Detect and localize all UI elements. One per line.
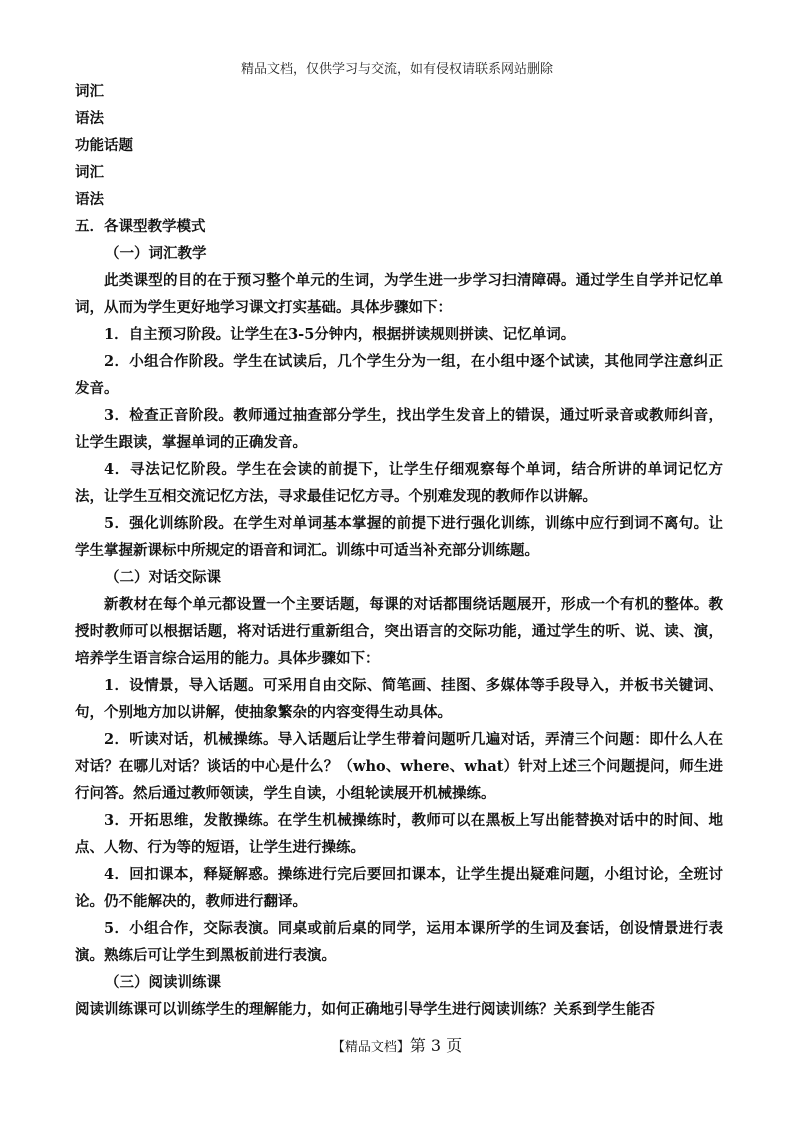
page-footer <box>0 1033 794 1056</box>
page-header: 精品文档，仅供学习与交流，如有侵权请联系网站删除 <box>240 62 553 77</box>
vocab-step-1: 1．自主预习阶段。让学生在3-5分钟内，根据拼读规则拼读、记忆单词。 <box>104 326 576 343</box>
dialog-intro: 新教材在每个单元都设置一个主要话题，每课的对话都围绕话题展开，形成一个有机的整体。教授时教师可以根据话题，将对话进行重新组合，突出语言的交际功能，通过学生的听、说、读、演，培养学生语言综合运用的能力。具体步骤如下： <box>75 596 723 667</box>
line-grammar-2: 语法 <box>75 191 104 208</box>
subheading-reading: （三）阅读训练课 <box>105 974 221 991</box>
line-vocab-1: 词汇 <box>75 83 104 100</box>
vocab-step-4: 4．寻法记忆阶段。学生在会读的前提下，让学生仔细观察每个单词，结合所讲的单词记忆方法，让学生互相交流记忆方法，寻求最佳记忆方寻。个别难发现的教师作以讲解。 <box>75 461 723 505</box>
subheading-vocab: （一）词汇教学 <box>105 245 207 262</box>
footer-tag: 【精品文档】 <box>331 1040 410 1055</box>
line-grammar-1: 语法 <box>75 110 104 127</box>
dialog-step-1: 1．设情景，导入话题。可采用自由交际、简笔画、挂图、多媒体等手段导入，并板书关键词、句，个别地方加以讲解，使抽象繁杂的内容变得生动具体。 <box>75 677 723 721</box>
line-function-topic: 功能话题 <box>75 137 133 154</box>
document-body <box>75 78 723 1023</box>
vocab-step-5: 5．强化训练阶段。在学生对单词基本掌握的前提下进行强化训练，训练中应行到词不离句。让学生掌握新课标中所规定的语音和词汇。训练中可适当补充部分训练题。 <box>75 515 723 559</box>
line-vocab-2: 词汇 <box>75 164 104 181</box>
section-heading-5: 五．各课型教学模式 <box>75 218 206 235</box>
vocab-step-3: 3．检查正音阶段。教师通过抽查部分学生，找出学生发音上的错误，通过听录音或教师纠音，让学生跟读，掌握单词的正确发音。 <box>75 407 723 451</box>
vocab-step-2: 2．小组合作阶段。学生在试读后，几个学生分为一组，在小组中逐个试读，其他同学注意纠正发音。 <box>75 353 723 397</box>
reading-intro: 阅读训练课可以训练学生的理解能力，如何正确地引导学生进行阅读训练？关系到学生能否 <box>75 1001 655 1018</box>
vocab-intro: 此类课型的目的在于预习整个单元的生词，为学生进一步学习扫清障碍。通过学生自学并记忆单词，从而为学生更好地学习课文打实基础。具体步骤如下： <box>75 272 723 316</box>
dialog-step-5: 5．小组合作，交际表演。同桌或前后桌的同学，运用本课所学的生词及套话，创设情景进行表演。熟练后可让学生到黑板前进行表演。 <box>75 920 723 964</box>
page-number: 第 3 页 <box>409 1036 463 1055</box>
subheading-dialog: （二）对话交际课 <box>105 569 221 586</box>
dialog-step-2: 2．听读对话，机械操练。导入话题后让学生带着问题听几遍对话，弄清三个问题：即什么人在对话？在哪儿对话？谈话的中心是什么？（who、where、what）针对上述三个问题提问，师生进行问答。然后通过教师领读，学生自读，小组轮读展开机械操练。 <box>75 731 723 802</box>
dialog-step-3: 3．开拓思维，发散操练。在学生机械操练时，教师可以在黑板上写出能替换对话中的时间、地点、人物、行为等的短语，让学生进行操练。 <box>75 812 723 856</box>
dialog-step-4: 4．回扣课本，释疑解惑。操练进行完后要回扣课本，让学生提出疑难问题，小组讨论，全班讨论。仍不能解决的，教师进行翻译。 <box>75 866 723 910</box>
